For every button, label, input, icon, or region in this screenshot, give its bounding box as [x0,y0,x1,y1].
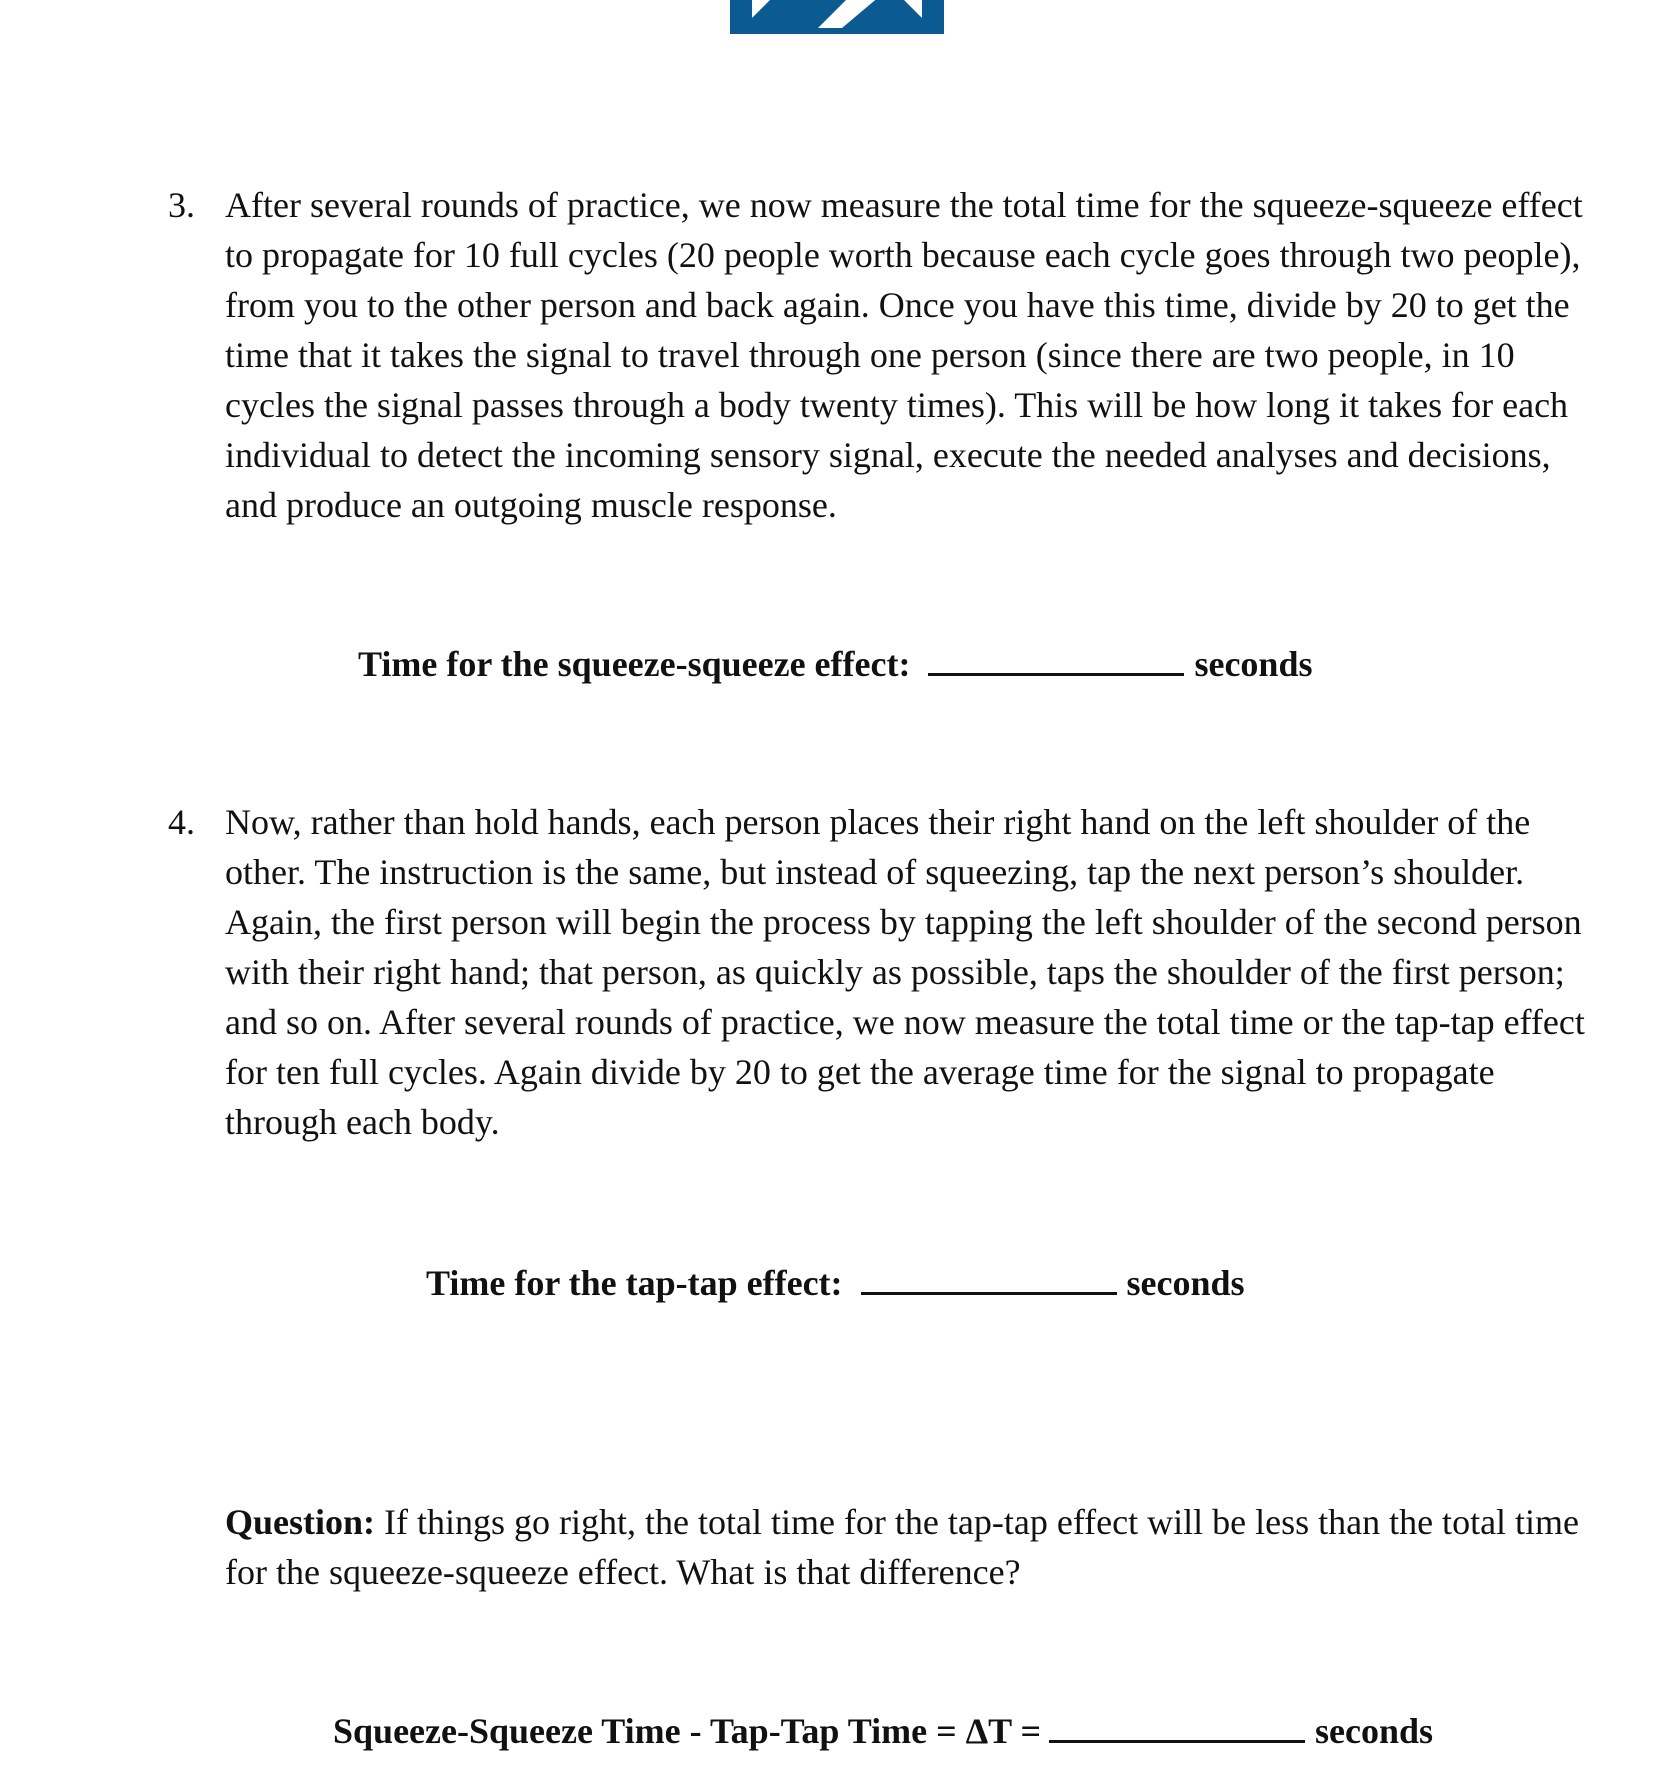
item-number: 3. [168,185,195,225]
answer-blank[interactable] [861,1260,1117,1295]
difference-answer [333,1706,1433,1756]
answer-blank[interactable] [928,641,1184,676]
institution-logo-icon [730,0,944,34]
answer-label: Squeeze-Squeeze Time - Tap-Tap Time = ΔT = [333,1711,1042,1751]
answer-unit: seconds [1315,1711,1434,1751]
question-label: Question: [225,1502,376,1542]
instruction-item-3 [168,180,1588,530]
answer-unit: seconds [1126,1263,1245,1303]
answer-label: Time for the squeeze-squeeze effect: [358,644,911,684]
squeeze-time-answer [358,639,1312,689]
item-text: After several rounds of practice, we now measure the total time for the squeeze-squeeze effect to propagate for 10 full cycles (20 people worth because each cycle goes through two people), from you to the other person and back again. Once you have this time, divide by 20 to get the time that it takes the signal to travel through one person (since there are two people, in 10 cycles the signal passes through a body twenty times). This will be how long it takes for each individual to detect the incoming sensory signal, execute the needed analyses and decisions, and produce an outgoing muscle response. [225,185,1583,525]
question-text: If things go right, the total time for the tap-tap effect will be less than the total time for the squeeze-squeeze effect. What is that difference? [225,1502,1580,1592]
item-text: Now, rather than hold hands, each person places their right hand on the left shoulder of the other. The instruction is the same, but instead of squeezing, tap the next person’s shoulder. Again, the first person will begin the process by tapping the left shoulder of the second person with their right hand; that person, as quickly as possible, taps the shoulder of the first person; and so on. After several rounds of practice, we now measure the total time or the tap-tap effect for ten full cycles. Again divide by 20 to get the average time for the signal to propagate through each body. [225,802,1585,1142]
answer-label: Time for the tap-tap effect: [426,1263,843,1303]
item-number: 4. [168,802,195,842]
answer-unit: seconds [1194,644,1313,684]
tap-time-answer [426,1258,1245,1308]
question-block [225,1497,1585,1597]
instruction-item-4 [168,797,1588,1147]
answer-blank[interactable] [1049,1708,1305,1743]
